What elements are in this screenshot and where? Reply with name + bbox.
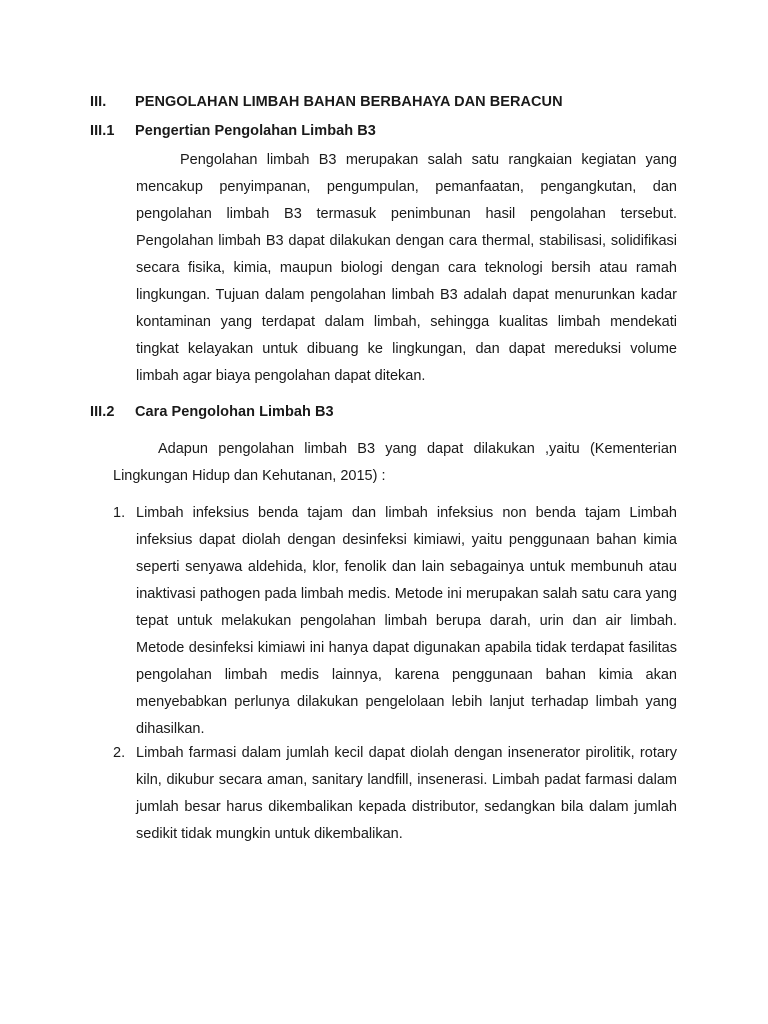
subsection-heading-2 (90, 404, 690, 424)
subsection-intro-2: Adapun pengolahan limbah B3 yang dapat dilakukan ,yaitu (Kementerian Lingkungan Hidup dan Kehutanan, 2015) : (113, 441, 677, 484)
list-marker: 2. (113, 745, 126, 761)
subsection-title-1: Pengertian Pengolahan Limbah B3 (135, 123, 376, 139)
list-item-text: Limbah infeksius benda tajam dan limbah infeksius non benda tajam Limbah infeksius dapat diolah dengan desinfeksi kimiawi, yaitu penggunaan bahan kimia seperti senyawa aldehida, klor, fenolik dan lain sebagainya untuk membunuh atau inaktivasi pathogen pada limbah medis. Metode ini merupakan salah satu cara yang tepat untuk melakukan pengolahan limbah berupa darah, urin dan air limbah. Metode desinfeksi kimiawi ini hanya dapat digunakan apabila tidak terdapat fasilitas pengolahan limbah medis lainnya, karena penggunaan bahan kimia akan menyebabkan perlunya dilakukan pengelolaan lebih lanjut terhadap limbah yang dihasilkan. (136, 505, 677, 737)
section-number: III. (90, 94, 107, 110)
subsection-heading-1 (90, 123, 690, 143)
list-item-text: Limbah farmasi dalam jumlah kecil dapat diolah dengan insenerator pirolitik, rotary kiln, dikubur secara aman, sanitary landfill, insenerasi. Limbah padat farmasi dalam jumlah besar harus dikembalikan kepada distributor, sedangkan bila dalam jumlah sedikit tidak mungkin untuk dikembalikan. (136, 745, 677, 842)
section-title: PENGOLAHAN LIMBAH BAHAN BERBAHAYA DAN BERACUN (135, 94, 563, 110)
subsection-title-2: Cara Pengolohan Limbah B3 (135, 404, 334, 420)
subsection-number-2: III.2 (90, 404, 115, 420)
list-marker: 1. (113, 505, 126, 521)
section-heading (90, 94, 690, 114)
subsection-number-1: III.1 (90, 123, 115, 139)
subsection-paragraph-1: Pengolahan limbah B3 merupakan salah satu rangkaian kegiatan yang mencakup penyimpanan, pengumpulan, pemanfaatan, pengangkutan, dan pengolahan limbah B3 termasuk penimbunan hasil pengolahan tersebut. Pengolahan limbah B3 dapat dilakukan dengan cara thermal, stabilisasi, solidifikasi secara fisika, kimia, maupun biologi dengan cara teknologi bersih atau ramah lingkungan. Tujuan dalam pengolahan limbah B3 adalah dapat menurunkan kadar kontaminan yang terdapat dalam limbah, sehingga kualitas limbah mendekati tingkat kelayakan untuk dibuang ke lingkungan, dan dapat mereduksi volume limbah agar biaya pengolahan dapat ditekan. (136, 152, 677, 384)
